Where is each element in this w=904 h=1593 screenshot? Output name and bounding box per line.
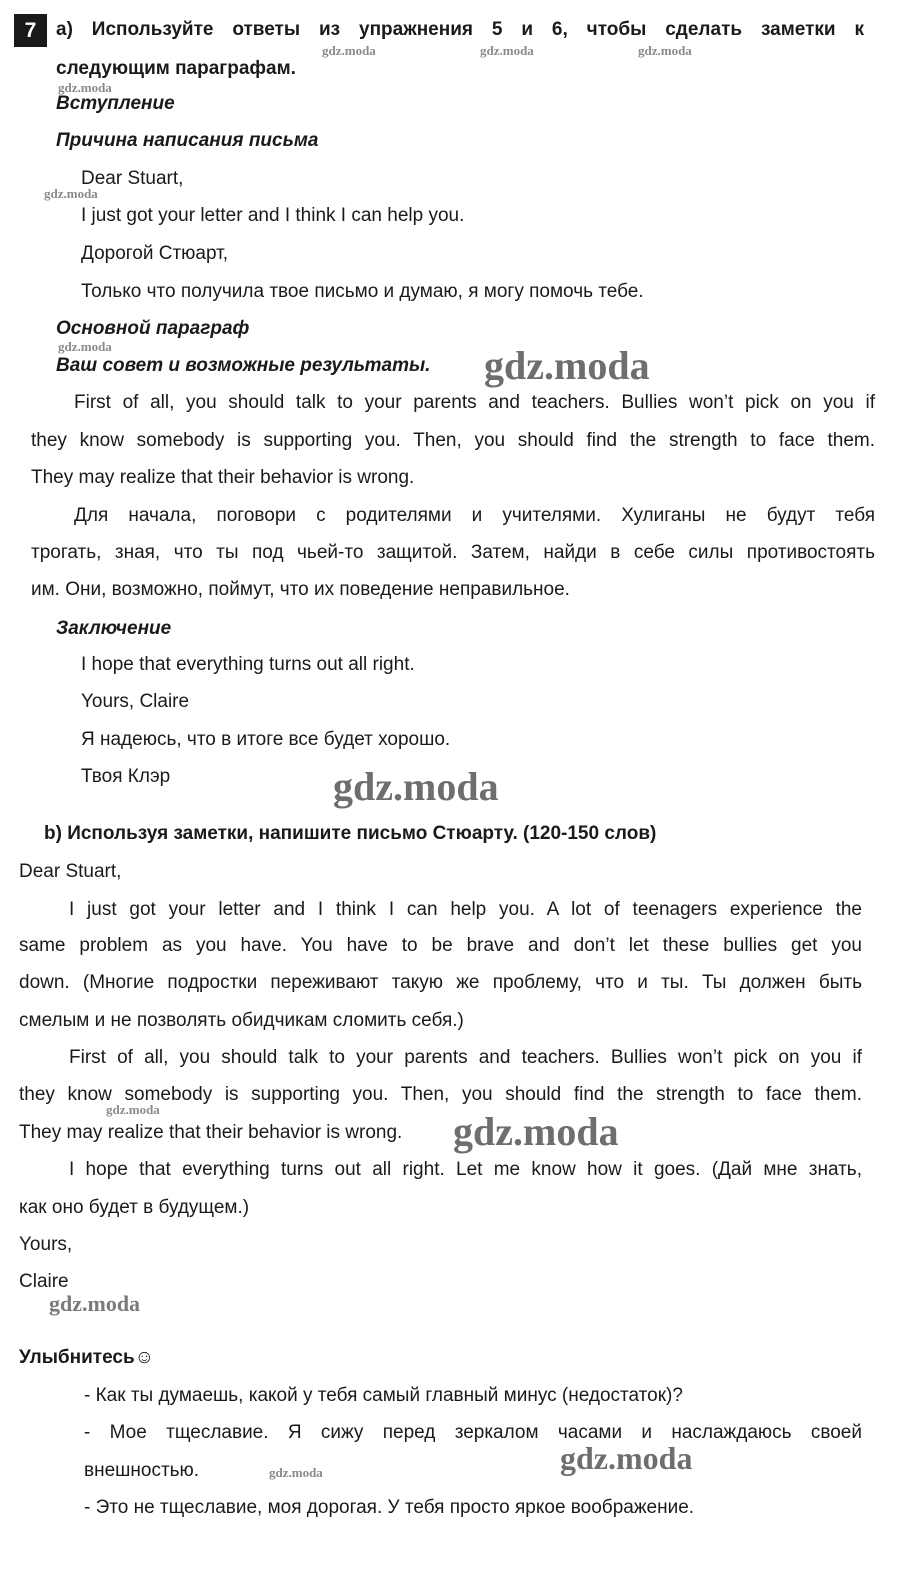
ru-opening: Только что получила твое письмо и думаю, я могу помочь тебе. xyxy=(81,281,644,302)
letter-signoff: Yours, xyxy=(19,1234,73,1255)
en-advice-line: they know somebody is supporting you. Then, you should find the strength to face them. xyxy=(31,430,875,451)
letter-para2-line: they know somebody is supporting you. Then, you should find the strength to face them. xyxy=(19,1084,862,1105)
joke-line: - Мое тщеславие. Я сижу перед зеркалом часами и наслаждаюсь своей xyxy=(84,1422,862,1443)
ru-greeting: Дорогой Стюарт, xyxy=(81,243,229,264)
en-closing: I hope that everything turns out all right. xyxy=(81,654,415,675)
watermark: gdz.moda xyxy=(638,43,692,58)
en-advice-line: They may realize that their behavior is wrong. xyxy=(31,467,415,488)
letter-para2-line: First of all, you should talk to your parents and teachers. Bullies won’t pick on you if xyxy=(69,1047,862,1068)
watermark: gdz.moda xyxy=(322,43,376,58)
part-a-instruction-line-2: следующим параграфам. xyxy=(56,58,296,79)
exercise-number: 7 xyxy=(14,14,47,47)
letter-para2-line: They may realize that their behavior is wrong. xyxy=(19,1122,403,1143)
en-signoff: Yours, Claire xyxy=(81,691,190,712)
joke-line: - Как ты думаешь, какой у тебя самый главный минус (недостаток)? xyxy=(84,1385,683,1406)
advice-heading: Ваш совет и возможные результаты. xyxy=(56,355,431,376)
watermark: gdz.moda xyxy=(106,1102,160,1117)
watermark: gdz.moda xyxy=(58,339,112,354)
en-opening: I just got your letter and I think I can help you. xyxy=(81,205,465,226)
main-heading: Основной параграф xyxy=(56,318,250,339)
en-advice-line: First of all, you should talk to your parents and teachers. Bullies won’t pick on you if xyxy=(74,392,875,413)
ru-advice-line: Для начала, поговори с родителями и учителями. Хулиганы не будут тебя xyxy=(74,505,875,526)
ru-advice-line: им. Они, возможно, поймут, что их поведение неправильное. xyxy=(31,579,570,600)
ru-advice-line: трогать, зная, что ты под чьей-то защитой. Затем, найди в себе силы противостоять xyxy=(31,542,875,563)
watermark: gdz.moda xyxy=(49,1291,141,1316)
watermark: gdz.moda xyxy=(484,343,650,388)
watermark: gdz.moda xyxy=(560,1440,693,1476)
part-a-instruction-line-1: a) Используйте ответы из упражнения 5 и 6, чтобы сделать заметки к xyxy=(56,19,864,40)
watermark: gdz.moda xyxy=(333,764,499,809)
reason-heading: Причина написания письма xyxy=(56,130,319,151)
part-b-instruction: b) Используя заметки, напишите письмо Стюарту. (120-150 слов) xyxy=(44,823,657,844)
watermark: gdz.moda xyxy=(480,43,534,58)
joke-line: - Это не тщеславие, моя дорогая. У тебя просто яркое воображение. xyxy=(84,1497,695,1518)
letter-name: Claire xyxy=(19,1271,69,1292)
letter-para1-line: down. (Многие подростки переживают такую же проблему, что и ты. Ты должен быть xyxy=(19,972,862,993)
watermark: gdz.moda xyxy=(453,1109,619,1154)
letter-para1-line: смелым и не позволять обидчикам сломить себя.) xyxy=(19,1010,464,1031)
ru-closing: Я надеюсь, что в итоге все будет хорошо. xyxy=(81,729,451,750)
intro-heading: Вступление xyxy=(56,93,175,114)
watermark: gdz.moda xyxy=(44,186,98,201)
letter-para1-line: I just got your letter and I think I can help you. A lot of teenagers experience the xyxy=(69,899,862,920)
watermark: gdz.moda xyxy=(58,80,112,95)
en-greeting: Dear Stuart, xyxy=(81,168,184,189)
joke-line: внешностью. xyxy=(84,1460,200,1481)
letter-para1-line: same problem as you have. You have to be brave and don’t let these bullies get you xyxy=(19,935,862,956)
joke-heading: Улыбнитесь☺ xyxy=(19,1347,155,1368)
watermark: gdz.moda xyxy=(269,1465,323,1480)
conclusion-heading: Заключение xyxy=(56,618,172,639)
ru-signoff: Твоя Клэр xyxy=(81,766,171,787)
letter-para3-line: как оно будет в будущем.) xyxy=(19,1197,250,1218)
letter-para3-line: I hope that everything turns out all right. Let me know how it goes. (Дай мне знать, xyxy=(69,1159,862,1180)
letter-greeting: Dear Stuart, xyxy=(19,861,122,882)
